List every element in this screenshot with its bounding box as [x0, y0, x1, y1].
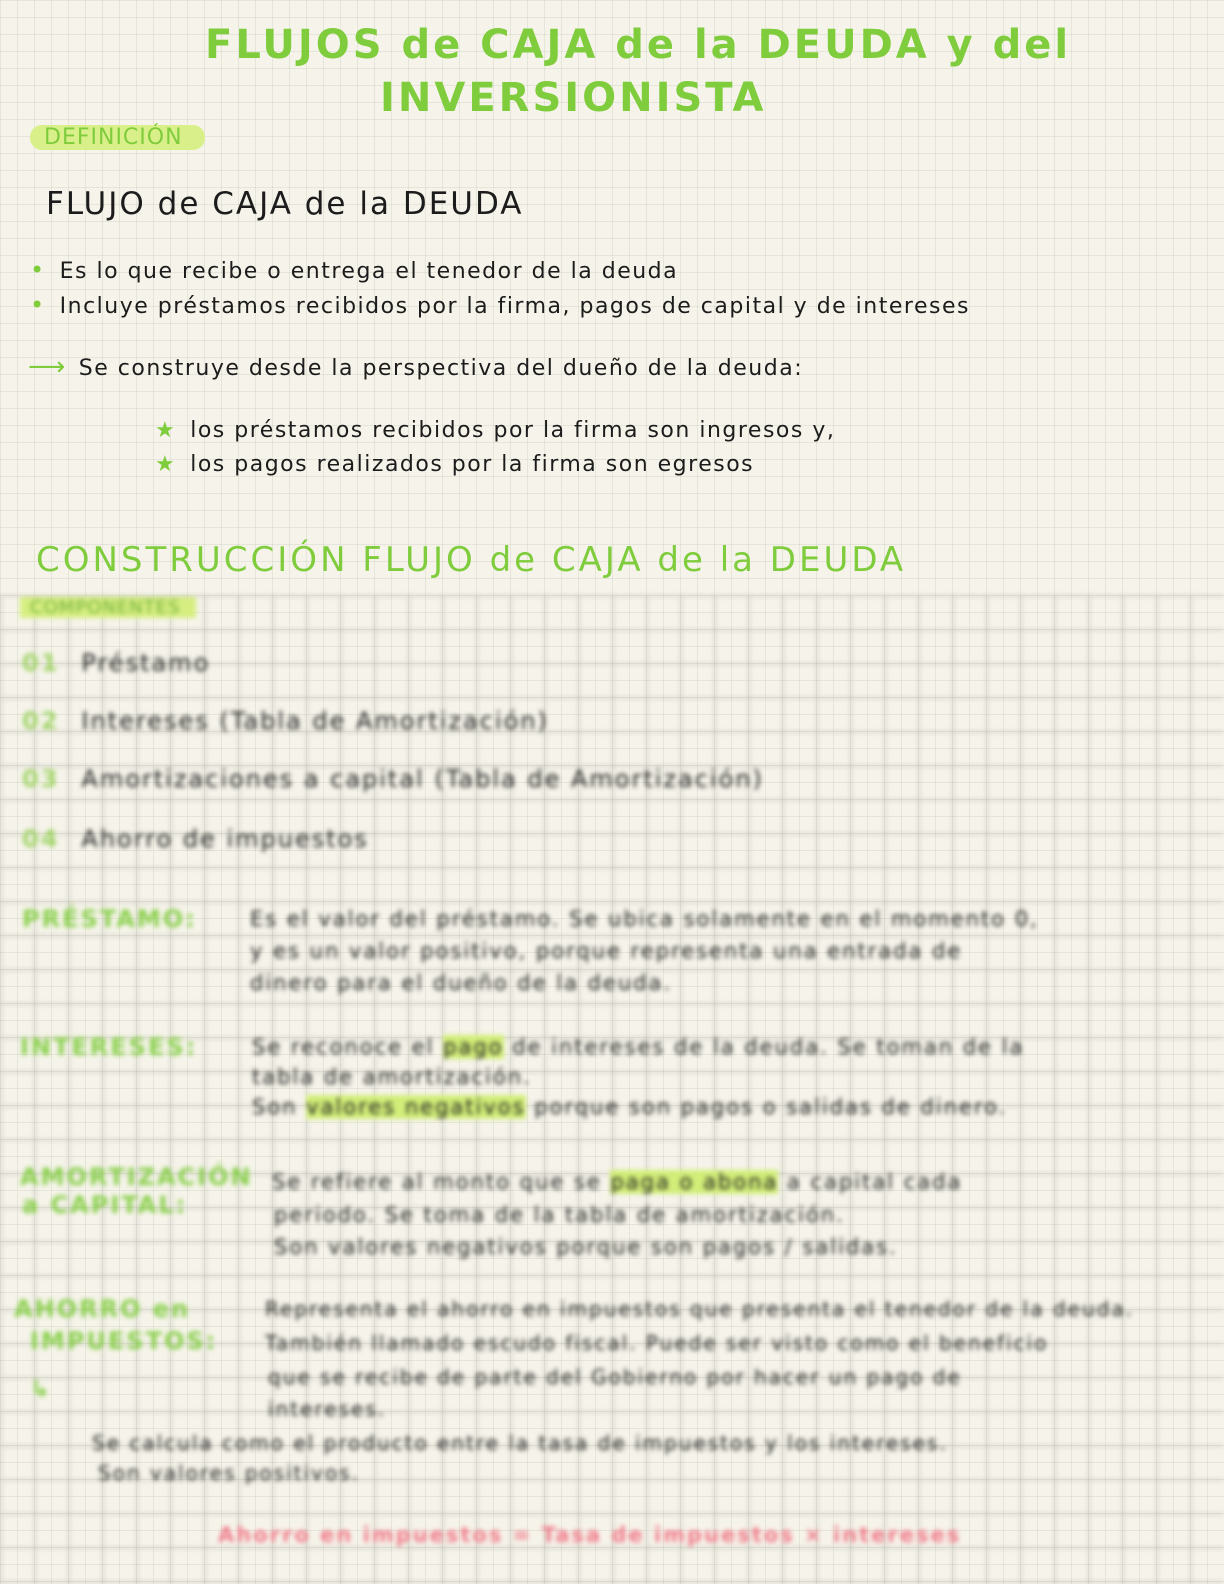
blurred-content-area [0, 595, 1224, 1584]
amortizacion-line-pre: Se refiere al monto que se [272, 1170, 611, 1194]
star-icon: ★ [155, 418, 177, 443]
amortizacion-label: AMORTIZACIÓN [20, 1163, 253, 1191]
intereses-line [252, 1095, 1007, 1119]
prestamo-line: Es el valor del préstamo. Se ubica solamente en el momento 0, [250, 907, 1039, 931]
definition-tag [30, 125, 205, 150]
component-number: 04 [22, 825, 60, 853]
ahorro-line: También llamado escudo fiscal. Puede ser visto como el beneficio [265, 1331, 1049, 1355]
prestamo-line: y es un valor positivo, porque representa una entrada de [250, 939, 963, 963]
definition-tag-label: DEFINICIÓN [30, 125, 205, 150]
ahorro-label: IMPUESTOS: [30, 1327, 218, 1355]
section-heading-construccion: CONSTRUCCIÓN FLUJO de CAJA de la DEUDA [36, 540, 907, 580]
ahorro-line: que se recibe de parte del Gobierno por hacer un pago de [268, 1365, 962, 1389]
bullet-text: Es lo que recibe o entrega el tenedor de la deuda [59, 259, 679, 284]
ahorro-line: Representa el ahorro en impuestos que presenta el tenedor de la deuda. [265, 1297, 1134, 1321]
component-number: 03 [22, 765, 60, 793]
footer-formula: Ahorro en impuestos = Tasa de impuestos × intereses [218, 1523, 962, 1547]
curved-arrow-icon: ↳ [30, 1375, 53, 1403]
star-item [155, 418, 835, 443]
star-item-text: los pagos realizados por la firma son egresos [190, 452, 755, 477]
amortizacion-line: periodo. Se toma de la tabla de amortización. [274, 1203, 845, 1227]
bullet-dot-icon: • [30, 256, 46, 284]
intereses-highlight: pago [443, 1035, 504, 1059]
star-item-text: los préstamos recibidos por la firma son ingresos y, [190, 418, 836, 443]
page-title-line1: FLUJOS de CAJA de la DEUDA y del [205, 22, 1072, 68]
component-text: Ahorro de impuestos [81, 825, 369, 853]
page-title-line2: INVERSIONISTA [380, 75, 767, 121]
star-icon: ★ [155, 452, 177, 477]
amortizacion-line [272, 1170, 962, 1194]
amortizacion-line-post: a capital cada [778, 1170, 963, 1194]
arrow-statement-text: Se construye desde la perspectiva del dueño de la deuda: [78, 356, 804, 381]
amortizacion-label: a CAPITAL: [22, 1191, 188, 1219]
component-item [22, 765, 764, 793]
component-item [22, 707, 549, 735]
intereses-line-post: de intereses de la deuda. Se toman de la [503, 1035, 1025, 1059]
intereses-line-pre: Se reconoce el [252, 1035, 444, 1059]
bullet-text: Incluye préstamos recibidos por la firma, pagos de capital y de intereses [59, 294, 970, 319]
component-number: 01 [22, 649, 60, 677]
bullet-item [30, 291, 970, 319]
amortizacion-highlight: paga o abona [610, 1170, 779, 1194]
arrow-statement [28, 352, 803, 382]
prestamo-line: dinero para el dueño de la deuda. [250, 971, 673, 995]
intereses-label: INTERESES: [20, 1033, 198, 1061]
star-item [155, 452, 754, 477]
amortizacion-line: Son valores negativos porque son pagos / salidas. [274, 1235, 898, 1259]
prestamo-label: PRÉSTAMO: [22, 905, 197, 933]
bullet-item [30, 256, 678, 284]
component-text: Préstamo [81, 649, 211, 677]
bullet-dot-icon: • [30, 291, 46, 319]
ahorro-line: intereses. [268, 1397, 386, 1421]
component-item [22, 825, 369, 853]
section-heading-flujo-deuda: FLUJO de CAJA de la DEUDA [46, 186, 524, 222]
component-text: Amortizaciones a capital (Tabla de Amortización) [81, 765, 764, 793]
ahorro-note: Se calcula como el producto entre la tasa de impuestos y los intereses. [92, 1431, 948, 1455]
intereses-line-pre: Son [252, 1095, 307, 1119]
ahorro-note: Son valores positivos. [98, 1461, 360, 1485]
intereses-line [252, 1035, 1024, 1059]
intereses-line: tabla de amortización. [252, 1065, 532, 1089]
ahorro-label: AHORRO en [14, 1295, 191, 1323]
component-number: 02 [22, 707, 60, 735]
intereses-highlight: valores negativos [306, 1095, 526, 1119]
right-arrow-icon: ⟶ [28, 352, 67, 382]
intereses-line-post: porque son pagos o salidas de dinero. [525, 1095, 1008, 1119]
components-tag: COMPONENTES [20, 597, 196, 618]
component-item [22, 649, 210, 677]
component-text: Intereses (Tabla de Amortización) [81, 707, 549, 735]
